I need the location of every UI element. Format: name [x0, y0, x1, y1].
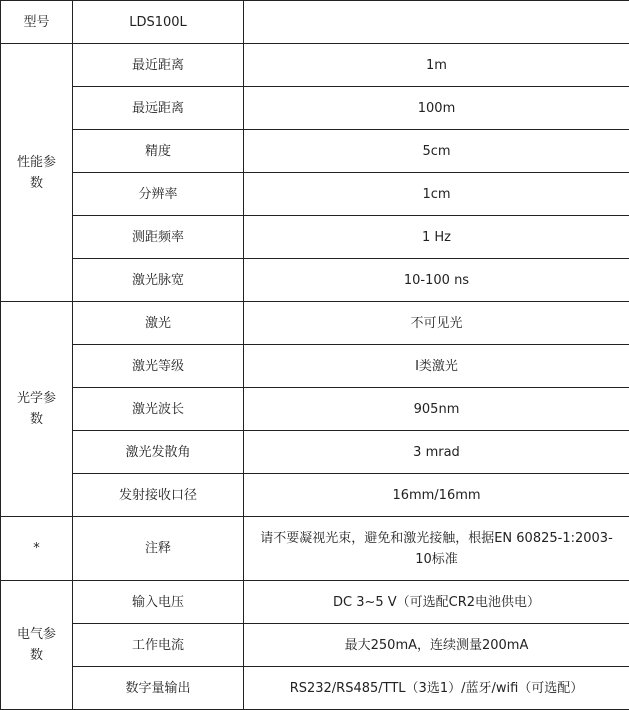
table-row — [1, 216, 629, 259]
param-cell: 激光 — [73, 302, 244, 345]
value-cell: 最大250mA，连续测量200mA — [244, 624, 629, 667]
param-cell: 最近距离 — [73, 44, 244, 87]
param-cell: 工作电流 — [73, 624, 244, 667]
table-row — [1, 388, 629, 431]
value-cell: 10-100 ns — [244, 259, 629, 302]
value-cell: 100m — [244, 87, 629, 130]
model-value-cell: LDS100L — [73, 1, 244, 44]
table-row — [1, 624, 629, 667]
param-cell: 测距频率 — [73, 216, 244, 259]
param-cell: 注释 — [73, 517, 244, 581]
param-cell: 输入电压 — [73, 581, 244, 624]
value-cell: 不可见光 — [244, 302, 629, 345]
value-cell: RS232/RS485/TTL（3选1）/蓝牙/wifi（可选配） — [244, 667, 629, 710]
table-row — [1, 259, 629, 302]
category-optical: 光学参数 — [1, 302, 73, 517]
param-cell: 数字量输出 — [73, 667, 244, 710]
param-cell: 发射接收口径 — [73, 474, 244, 517]
category-note: * — [1, 517, 73, 581]
param-cell: 分辨率 — [73, 173, 244, 216]
value-cell: 1m — [244, 44, 629, 87]
param-cell: 最远距离 — [73, 87, 244, 130]
value-cell: 16mm/16mm — [244, 474, 629, 517]
model-label-cell: 型号 — [1, 1, 73, 44]
table-row — [1, 44, 629, 87]
table-row — [1, 581, 629, 624]
value-cell: 905nm — [244, 388, 629, 431]
table-row-note — [1, 517, 629, 581]
table-row — [1, 130, 629, 173]
table-row — [1, 667, 629, 710]
category-performance: 性能参数 — [1, 44, 73, 302]
param-cell: 激光脉宽 — [73, 259, 244, 302]
value-cell: 1 Hz — [244, 216, 629, 259]
value-cell: DC 3~5 V（可选配CR2电池供电） — [244, 581, 629, 624]
param-cell: 激光波长 — [73, 388, 244, 431]
value-cell-note: 请不要凝视光束，避免和激光接触，根据EN 60825-1:2003-10标准 — [244, 517, 629, 581]
table-row — [1, 87, 629, 130]
param-cell: 激光等级 — [73, 345, 244, 388]
table-row — [1, 474, 629, 517]
table-row — [1, 431, 629, 474]
param-cell: 精度 — [73, 130, 244, 173]
value-cell: 3 mrad — [244, 431, 629, 474]
table-row — [1, 345, 629, 388]
table-row-model — [1, 1, 629, 44]
param-cell: 激光发散角 — [73, 431, 244, 474]
value-cell: I类激光 — [244, 345, 629, 388]
value-cell: 5cm — [244, 130, 629, 173]
category-electrical: 电气参数 — [1, 581, 73, 710]
model-blank-cell — [244, 1, 629, 44]
value-cell: 1cm — [244, 173, 629, 216]
table-row — [1, 173, 629, 216]
table-row — [1, 302, 629, 345]
